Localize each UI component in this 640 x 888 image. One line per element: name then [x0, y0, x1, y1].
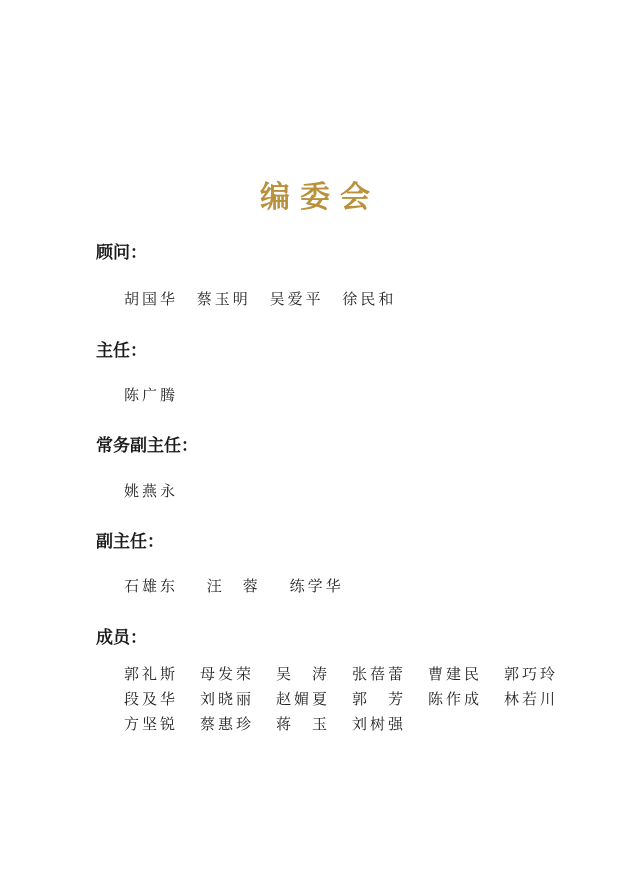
advisors-names — [124, 288, 410, 309]
member-name: 方坚锐 — [124, 715, 179, 733]
member-name: 陈作成 — [428, 690, 483, 708]
deputy-heading: 副主任： — [96, 532, 164, 552]
member-name: 张蓓蕾 — [352, 665, 407, 683]
executive-deputy-name: 姚燕永 — [124, 482, 179, 500]
page-title: 编委会 — [260, 180, 380, 215]
members-grid — [124, 664, 580, 735]
member-name: 郭礼斯 — [124, 665, 179, 683]
member-name: 赵媚夏 — [276, 690, 331, 708]
members-heading: 成员： — [96, 628, 147, 648]
member-name: 曹建民 — [428, 665, 483, 683]
member-name: 郭巧玲 — [504, 665, 559, 683]
advisor-name: 吴爱平 — [269, 290, 324, 308]
advisors-heading: 顾问： — [96, 243, 147, 263]
member-name: 蔡惠珍 — [200, 715, 255, 733]
member-name: 吴 涛 — [276, 665, 331, 683]
deputy-names — [124, 575, 368, 596]
member-name: 林若川 — [504, 690, 559, 708]
advisor-name: 蔡玉明 — [196, 290, 251, 308]
advisor-name: 徐民和 — [342, 290, 397, 308]
executive-deputy-names — [124, 480, 178, 501]
executive-deputy-heading: 常务副主任： — [96, 436, 198, 456]
member-name: 母发荣 — [200, 665, 255, 683]
director-names — [124, 384, 178, 405]
member-name: 郭 芳 — [352, 690, 407, 708]
deputy-name: 汪 蓉 — [206, 577, 261, 595]
member-name: 刘晓丽 — [200, 690, 255, 708]
member-name: 刘树强 — [352, 715, 407, 733]
member-name: 蒋 玉 — [276, 715, 331, 733]
advisor-name: 胡国华 — [124, 290, 179, 308]
director-heading: 主任： — [96, 341, 147, 361]
deputy-name: 石雄东 — [124, 577, 179, 595]
director-name: 陈广腾 — [124, 386, 179, 404]
deputy-name: 练学华 — [289, 577, 344, 595]
member-name: 段及华 — [124, 690, 179, 708]
